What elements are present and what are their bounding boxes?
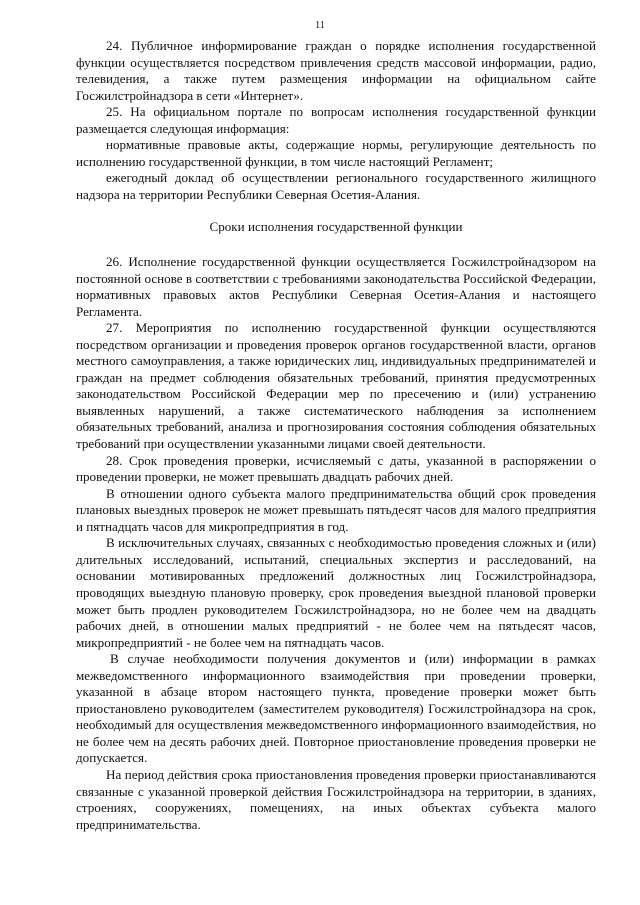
section-heading: Сроки исполнения государственной функции xyxy=(209,219,463,235)
paragraph-exceptional-cases: В исключительных случаях, связанных с необходимостью проведения сложных и (или) длительных исследований, испытаний, специальных экспертиз и расследований, на основании мотивированных предложений должностных лиц Госжилстройнадзора, проводящих выездную плановую проверку, срок проведения выездной плановой проверки может быть продлен руководителем Госжилстройнадзора, но не более чем на двадцать рабочих дней, в отношении малых предприятий - не более чем на пятьдесят часов, микропредприятий - не более чем на пятнадцать часов. xyxy=(76,535,596,650)
list-item-annual-report: ежегодный доклад об осуществлении регионального государственного жилищного надзора на территории Республики Северная Осетия-Алания. xyxy=(76,170,596,202)
paragraph-suspension-period: На период действия срока приостановления проведения проверки приостанавливаются связанные с указанной проверкой действия Госжилстройнадзора на территории, в зданиях, строениях, сооружениях, помещениях, на иных объектах субъекта малого предпринимательства. xyxy=(76,766,596,832)
paragraph-26: 26. Исполнение государственной функции осуществляется Госжилстройнадзором на постоянной основе в соответствии с требованиями законодательства Российской Федерации, нормативных правовых актов Республики Северная Осетия-Алания и настоящего Регламента. xyxy=(76,254,596,319)
page-number: 11 xyxy=(315,20,325,31)
paragraph-24: 24. Публичное информирование граждан о порядке исполнения государственной функции осуществляется посредством привлечения средств массовой информации, радио, телевидения, а также путем размещения информации на официальном сайте Госжилстройнадзора в сети «Интернет». xyxy=(76,38,596,103)
paragraph-28: 28. Срок проведения проверки, исчисляемый с даты, указанной в распоряжении о проведении проверки, не может превышать двадцать рабочих дней. xyxy=(76,452,596,485)
paragraph-25: 25. На официальном портале по вопросам исполнения государственной функции размещается следующая информация: xyxy=(76,104,596,136)
list-item-normative-acts: нормативные правовые акты, содержащие нормы, регулирующие деятельность по исполнению государственной функции, в том числе настоящий Регламент; xyxy=(76,137,596,169)
document-body xyxy=(76,38,596,833)
paragraph-small-business-limit: В отношении одного субъекта малого предпринимательства общий срок проведения плановых выездных проверок не может превышать пятьдесят часов для малого предприятия и пятнадцать часов для микропредприятия в год. xyxy=(76,485,596,534)
paragraph-suspension: В случае необходимости получения документов и (или) информации в рамках межведомственного информационного взаимодействия при проведении проверки, указанной в абзаце втором настоящего пункта, проведение проверки может быть приостановлено руководителем (заместителем руководителя) Госжилстройнадзора на срок, необходимый для осуществления межведомственного информационного взаимодействия, но не более чем на десять рабочих дней. Повторное приостановление проведения проверки не допускается. xyxy=(76,651,596,766)
paragraph-27: 27. Мероприятия по исполнению государственной функции осуществляются посредством организации и проведения проверок органов государственной власти, органов местного самоуправления, а также юридических лиц, индивидуальных предпринимателей и граждан на предмет соблюдения обязательных требований, принятия предусмотренных законодательством Российской Федерации мер по пресечению и (или) устранению выявленных нарушений, а также систематического наблюдения за исполнением обязательных требований, анализа и прогнозирования состояния соблюдения обязательных требований при осуществлении указанными лицами своей деятельности. xyxy=(76,320,596,452)
